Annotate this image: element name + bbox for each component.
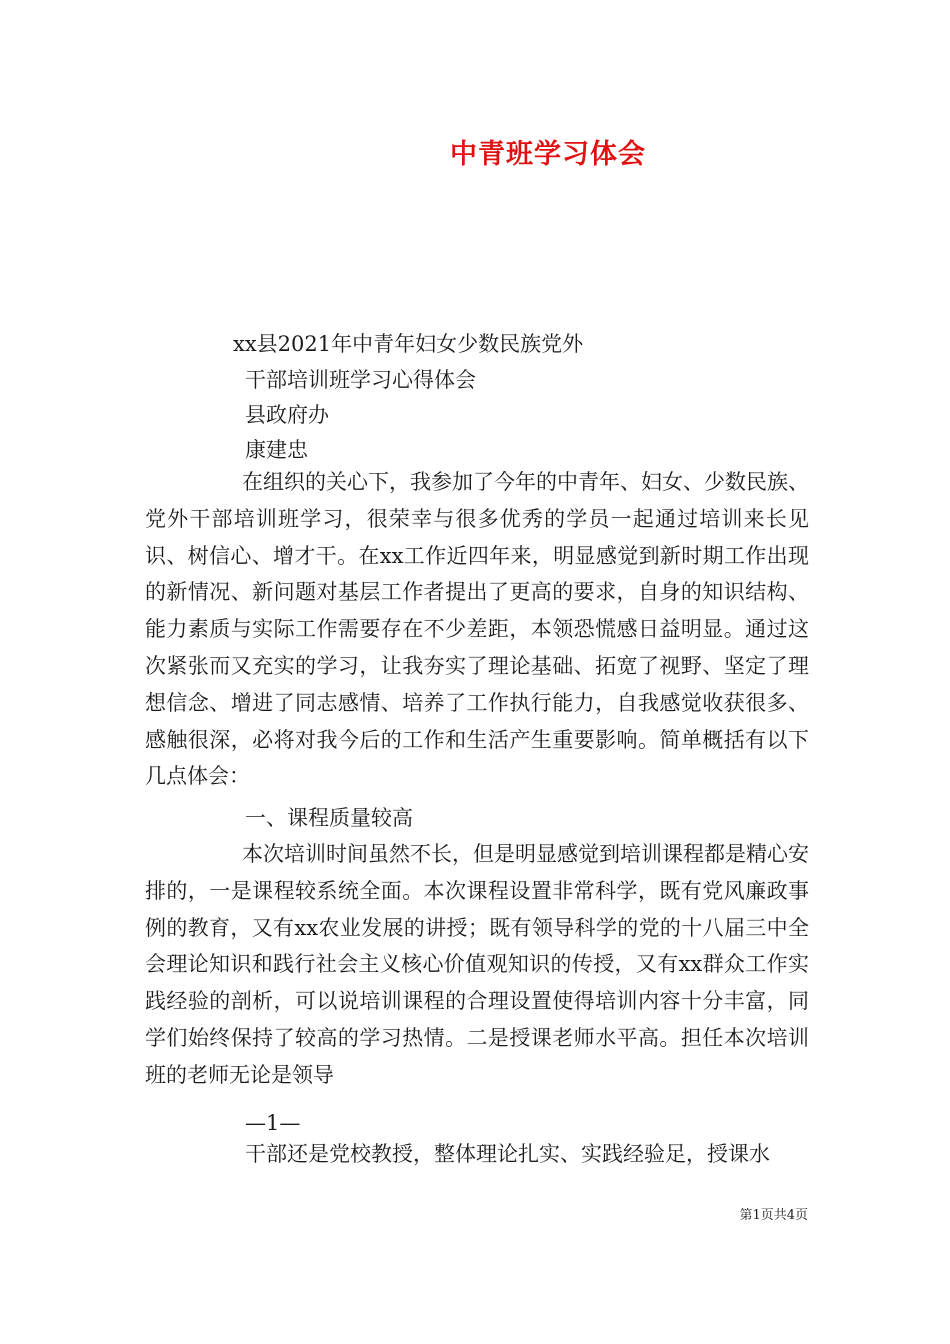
paragraph-continued: 干部还是党校教授，整体理论扎实、实践经验足，授课水 bbox=[245, 1142, 770, 1166]
page-footer: 第1页共4页 bbox=[739, 1208, 808, 1223]
header-line-author: 康建忠 bbox=[245, 438, 308, 462]
page-number-mark: —1— bbox=[245, 1111, 301, 1135]
header-line-2: 干部培训班学习心得体会 bbox=[245, 368, 476, 392]
document-title: 中青班学习体会 bbox=[450, 139, 646, 170]
header-line-department: 县政府办 bbox=[245, 403, 329, 427]
header-line-1: xx县2021年中青年妇女少数民族党外 bbox=[233, 332, 584, 356]
paragraph-course-quality: 本次培训时间虽然不长，但是明显感觉到培训课程都是精心安排的，一是课程较系统全面。本次课程设置非常科学，既有党风廉政事例的教育，又有xx农业发展的讲授；既有领导科学的党的十八届三中全会理论知识和践行社会主义核心价值观知识的传授，又有xx群众工作实践经验的剖析，可以说培训课程的合理设置使得培训内容十分丰富，同学们始终保持了较高的学习热情。二是授课老师水平高。担任本次培训班的老师无论是领导 bbox=[145, 842, 809, 1087]
section-heading-1: 一、课程质量较高 bbox=[245, 806, 413, 830]
paragraph-intro: 在组织的关心下，我参加了今年的中青年、妇女、少数民族、党外干部培训班学习，很荣幸与很多优秀的学员一起通过培训来长见识、树信心、增才干。在xx工作近四年来，明显感觉到新时期工作出现的新情况、新问题对基层工作者提出了更高的要求，自身的知识结构、能力素质与实际工作需要存在不少差距，本领恐慌感日益明显。通过这次紧张而又充实的学习，让我夯实了理论基础、拓宽了视野、坚定了理想信念、增进了同志感情、培养了工作执行能力，自我感觉收获很多、感触很深，必将对我今后的工作和生活产生重要影响。简单概括有以下几点体会： bbox=[145, 470, 809, 789]
